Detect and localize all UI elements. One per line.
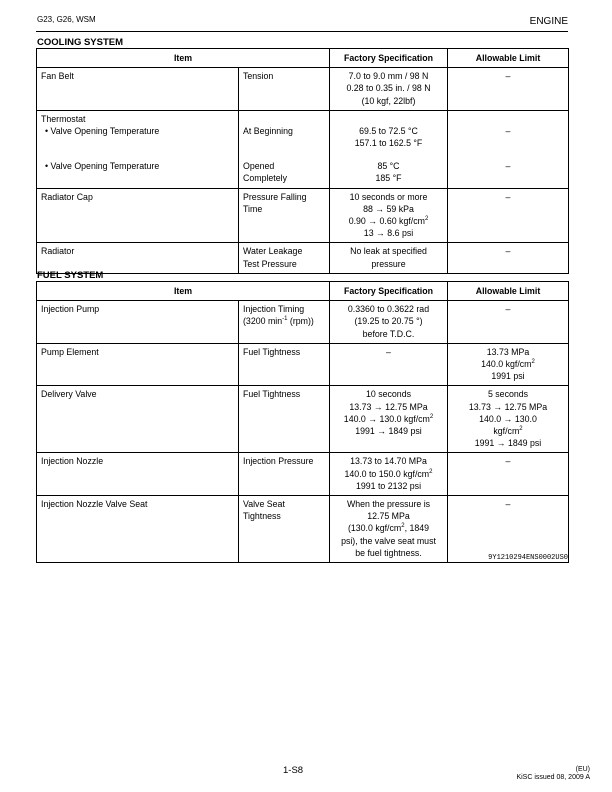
param-cell: Fuel Tightness (239, 386, 330, 453)
limit-cell (448, 110, 569, 188)
param-cell (239, 110, 330, 188)
col-header-allowable-limit: Allowable Limit (448, 282, 569, 301)
limit-cell: – (448, 188, 569, 243)
table-row (37, 188, 569, 243)
spec-line: 12.75 MPa (367, 511, 410, 522)
col-header-item: Item (37, 49, 330, 68)
table-row (37, 68, 569, 111)
spec-line: 0.28 to 0.35 in. / 98 N (346, 83, 431, 94)
fuel-spec-table (36, 281, 569, 563)
fuel-section-title: FUEL SYSTEM (37, 270, 104, 281)
limit-line: – (505, 161, 511, 172)
param-cell (239, 188, 330, 243)
param-cell: Tension (239, 68, 330, 111)
param-line: Opened (243, 161, 275, 172)
spec-cell (330, 301, 448, 344)
param-line: (3200 $\min^{-1} (rpm)$) (243, 316, 314, 327)
spec-line: 13 → 8.6 psi (363, 228, 414, 239)
spec-line: (10 kgf, 22lbf) (361, 95, 416, 106)
item-cell: Injection Nozzle (37, 453, 239, 496)
spec-line: be fuel tightness. (355, 547, 422, 558)
limit-line: 1991 → 1849 psi (474, 438, 542, 449)
param-line: Tightness (243, 511, 281, 522)
spec-line: 185 °F (375, 173, 402, 184)
param-cell: Fuel Tightness (239, 343, 330, 386)
param-cell: Injection Pressure (239, 453, 330, 496)
document-code: 9Y1210294ENS0002US0 (488, 554, 568, 562)
param-line: Water Leakage (243, 246, 303, 257)
header-section: ENGINE (529, 16, 568, 27)
spec-line: 0.3360 to 0.3622 rad (347, 304, 430, 315)
spec-line: 0.90 → 0.60 kgf/$cm^2$ (348, 216, 429, 227)
spec-line: (130.0 kgf/$cm^2$, 1849 (347, 523, 430, 534)
table-row (37, 110, 569, 188)
item-cell: Injection Nozzle Valve Seat (37, 496, 239, 563)
limit-cell (448, 386, 569, 453)
limit-line: 1991 psi (491, 371, 525, 382)
spec-line: 140.0 → 130.0 kgf/$cm^2$ (343, 413, 434, 424)
limit-line: 140.0 → 130.0 (479, 413, 537, 424)
item-sublabel: • Valve Opening Temperature (45, 126, 160, 137)
spec-cell (330, 68, 448, 111)
spec-line: 10 seconds (366, 389, 411, 400)
table-row (37, 343, 569, 386)
item-cell: Radiator Cap (37, 188, 239, 243)
issue-label: KiSC issued 08, 2009 A (516, 774, 590, 781)
spec-line: 10 seconds or more (349, 191, 428, 202)
item-cell: Fan Belt (37, 68, 239, 111)
param-line: Test Pressure (243, 258, 297, 269)
spec-cell (330, 496, 448, 563)
limit-cell (448, 343, 569, 386)
param-line: Time (243, 203, 263, 214)
cooling-spec-table (36, 48, 569, 274)
table-row (37, 453, 569, 496)
item-sublabel: • Valve Opening Temperature (45, 161, 160, 172)
spec-line: 88 → 59 kPa (363, 203, 414, 214)
limit-line: 13.73 → 12.75 MPa (468, 401, 548, 412)
limit-line: kgf/$cm^2$ (493, 426, 523, 437)
limit-cell: – (448, 243, 569, 273)
cooling-section-title: COOLING SYSTEM (37, 37, 124, 48)
spec-cell (330, 453, 448, 496)
spec-line: 13.73 → 12.75 MPa (349, 401, 428, 412)
spec-line: 1991 to 2132 psi (355, 480, 422, 491)
spec-line: 7.0 to 9.0 mm / 98 N (348, 71, 429, 82)
item-cell: Radiator (37, 243, 239, 273)
spec-line: No leak at specified (350, 246, 427, 257)
param-line: Injection Timing (243, 304, 305, 315)
col-header-factory-spec: Factory Specification (330, 282, 448, 301)
col-header-factory-spec: Factory Specification (330, 49, 448, 68)
issue-info (516, 766, 590, 782)
item-cell: Pump Element (37, 343, 239, 386)
item-cell (37, 110, 239, 188)
limit-line: – (505, 125, 511, 136)
header-model: G23, G26, WSM (37, 15, 96, 24)
spec-cell: – (330, 343, 448, 386)
col-header-item: Item (37, 282, 330, 301)
table-row (37, 301, 569, 344)
param-line: Completely (243, 173, 288, 184)
spec-line: before T.D.C. (362, 328, 415, 339)
limit-cell: – (448, 496, 569, 563)
spec-line: 13.73 to 14.70 MPa (350, 456, 427, 467)
header-rule (36, 31, 568, 32)
spec-cell (330, 243, 448, 273)
table-header-row (37, 49, 569, 68)
param-cell (239, 243, 330, 273)
item-label: Thermostat (41, 113, 86, 124)
limit-cell: – (448, 68, 569, 111)
spec-line: 1991 → 1849 psi (355, 426, 422, 437)
limit-line: 5 seconds (487, 389, 529, 400)
item-cell: Injection Pump (37, 301, 239, 344)
spec-line: 140.0 to 150.0 kgf/$cm^2$ (344, 468, 433, 479)
spec-line: psi), the valve seat must (341, 535, 436, 546)
item-cell: Delivery Valve (37, 386, 239, 453)
spec-cell (330, 386, 448, 453)
region-label: (EU) (575, 766, 590, 773)
limit-cell: – (448, 301, 569, 344)
table-row (37, 243, 569, 273)
param-line: Valve Seat (243, 499, 285, 510)
spec-line: 157.1 to 162.5 °F (354, 138, 423, 149)
col-header-allowable-limit: Allowable Limit (448, 49, 569, 68)
spec-cell (330, 110, 448, 188)
param-line: Pressure Falling (243, 191, 307, 202)
param-cell (239, 301, 330, 344)
spec-line: 85 °C (377, 161, 400, 172)
page-number: 1-S8 (283, 765, 304, 776)
limit-line: 13.73 MPa (486, 346, 530, 357)
spec-line: (19.25 to 20.75 °) (354, 316, 423, 327)
spec-cell (330, 188, 448, 243)
limit-cell: – (448, 453, 569, 496)
table-row (37, 386, 569, 453)
spec-line: pressure (371, 258, 406, 269)
table-row (37, 496, 569, 563)
spec-line: 69.5 to 72.5 °C (359, 125, 418, 136)
spec-line: When the pressure is (346, 499, 431, 510)
table-header-row (37, 282, 569, 301)
limit-line: 140.0 kgf/$cm^2$ (481, 359, 535, 370)
param-line: At Beginning (243, 125, 293, 136)
param-cell (239, 496, 330, 563)
